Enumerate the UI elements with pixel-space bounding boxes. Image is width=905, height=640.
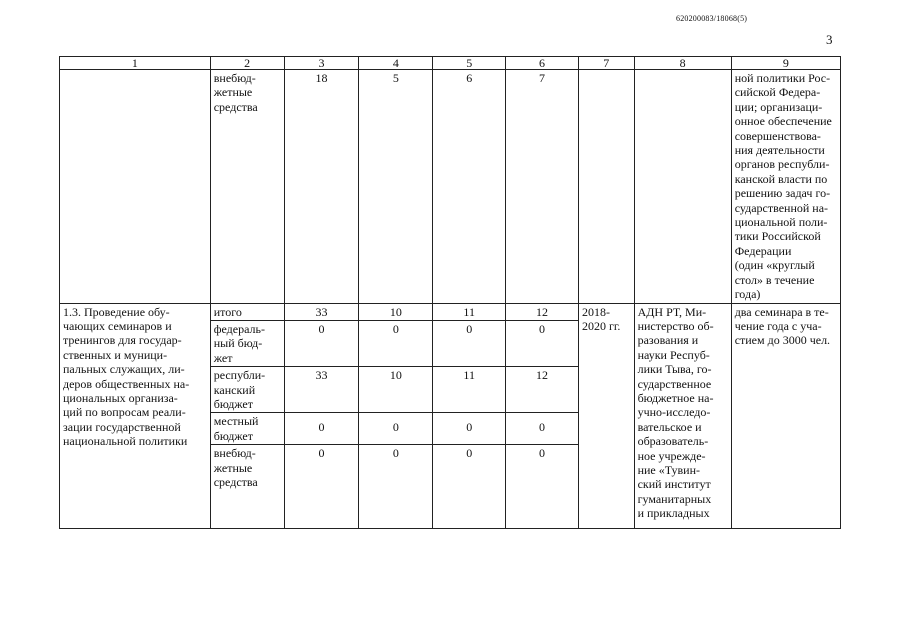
text-line: национальной политики	[63, 434, 188, 449]
text-line: два семинара в те-	[734, 304, 829, 319]
funding-source-cell	[210, 303, 284, 320]
value-2018: 10	[359, 367, 433, 413]
text-line: местный	[213, 414, 259, 429]
text-line: ственных и муници-	[63, 347, 168, 362]
document-id: 620200083/18068(5)	[676, 14, 748, 23]
text-line: онное обеспечение	[734, 114, 832, 129]
text-line: органов республи-	[734, 157, 830, 172]
text-line: гуманитарных	[637, 491, 712, 506]
value-2020: 0	[506, 445, 579, 529]
funding-source-cell	[210, 367, 284, 413]
text-line: циональной поли-	[734, 215, 828, 230]
value-total: 33	[284, 367, 359, 413]
result-cell	[731, 70, 840, 304]
text-line: ной политики Рос-	[734, 71, 831, 85]
value-2019: 11	[433, 303, 506, 320]
value-2020: 7	[506, 70, 579, 304]
text-line: АДН РТ, Ми-	[637, 304, 707, 319]
column-number: 2	[210, 57, 284, 70]
text-line: Федерации	[734, 243, 792, 258]
text-line: и прикладных	[637, 506, 710, 521]
text-line: бюджет	[213, 396, 254, 411]
text-line: вательское и	[637, 419, 702, 434]
text-line: ный бюд-	[213, 336, 263, 351]
text-line: лики Тыва, го-	[637, 362, 712, 377]
value-2018: 5	[359, 70, 433, 304]
text-line: жет	[213, 350, 233, 365]
funding-source-cell	[210, 70, 284, 304]
text-line: канский	[213, 382, 256, 397]
text-line: внебюд-	[213, 71, 256, 85]
value-2019: 0	[433, 413, 506, 445]
executor-cell	[634, 303, 731, 529]
column-number: 6	[506, 57, 579, 70]
text-line: тренингов для государ-	[63, 333, 182, 348]
value-total: 0	[284, 320, 359, 366]
text-line: сийской Федера-	[734, 85, 821, 100]
program-table	[59, 56, 841, 529]
value-total: 0	[284, 413, 359, 445]
text-line: канской власти по	[734, 171, 828, 186]
text-line: ное учрежде-	[637, 448, 706, 463]
text-line: тики Российской	[734, 229, 821, 244]
text-line: жетные	[213, 460, 253, 475]
column-number: 3	[284, 57, 359, 70]
text-line: жетные	[213, 85, 253, 100]
column-number-row	[60, 57, 841, 70]
text-line: учно-исследо-	[637, 405, 711, 420]
value-2020: 0	[506, 413, 579, 445]
text-line: года)	[734, 287, 761, 302]
text-line: республи-	[213, 368, 266, 383]
column-number: 9	[731, 57, 840, 70]
column-number: 7	[578, 57, 634, 70]
executor-cell-empty	[634, 70, 731, 304]
period-cell	[578, 303, 634, 529]
funding-source-cell	[210, 413, 284, 445]
value-total: 18	[284, 70, 359, 304]
value-2018: 10	[359, 303, 433, 320]
text-line: нистерство об-	[637, 318, 714, 333]
column-number: 8	[634, 57, 731, 70]
funding-source-cell	[210, 445, 284, 529]
text-line: сударственное	[637, 376, 712, 391]
result-cell	[731, 303, 840, 529]
continued-row	[60, 70, 841, 304]
text-line: 1.3. Проведение обу-	[63, 304, 170, 319]
text-line: деров общественных на-	[63, 376, 190, 391]
text-line: средства	[213, 99, 258, 114]
value-2018: 0	[359, 320, 433, 366]
text-line: образователь-	[637, 434, 709, 449]
text-line: стием до 3000 чел.	[734, 333, 831, 348]
text-line: совершенствова-	[734, 128, 821, 143]
value-total: 0	[284, 445, 359, 529]
period-cell-empty	[578, 70, 634, 304]
value-2020: 0	[506, 320, 579, 366]
text-line: бюджет	[213, 428, 254, 443]
text-line: разования и	[637, 333, 699, 348]
value-2019: 0	[433, 445, 506, 529]
value-total: 33	[284, 303, 359, 320]
text-line: ский институт	[637, 477, 711, 492]
text-line: федераль-	[213, 321, 265, 336]
text-line: пальных служащих, ли-	[63, 362, 185, 377]
text-line: 2020 гг.	[581, 318, 621, 333]
column-number: 5	[433, 57, 506, 70]
value-2019: 0	[433, 320, 506, 366]
text-line: ций по вопросам реали-	[63, 405, 186, 420]
value-2020: 12	[506, 367, 579, 413]
text-line: циональных организа-	[63, 390, 178, 405]
text-line: ния деятельности	[734, 143, 825, 158]
text-line: ние «Тувин-	[637, 462, 700, 477]
funding-row-total	[60, 303, 841, 320]
value-2019: 6	[433, 70, 506, 304]
text-line: решению задач го-	[734, 186, 831, 201]
text-line: внебюд-	[213, 446, 256, 461]
text-line: сударственной на-	[734, 200, 829, 215]
activity-cell-empty	[60, 70, 211, 304]
text-line: чение года с уча-	[734, 318, 822, 333]
value-2018: 0	[359, 445, 433, 529]
funding-source-cell	[210, 320, 284, 366]
text-line: бюджетное на-	[637, 390, 714, 405]
text-line: средства	[213, 474, 258, 489]
column-number: 1	[60, 57, 211, 70]
page-number: 3	[826, 32, 833, 47]
text-line: (один «круглый	[734, 258, 815, 273]
text-line: 2018-	[581, 304, 610, 319]
value-2018: 0	[359, 413, 433, 445]
column-number: 4	[359, 57, 433, 70]
text-line: науки Респуб-	[637, 347, 710, 362]
activity-title-cell	[60, 303, 211, 529]
text-line: зации государственной	[63, 419, 181, 434]
text-line: стол» в течение	[734, 272, 815, 287]
value-2020: 12	[506, 303, 579, 320]
text-line: ции; организаци-	[734, 99, 823, 114]
text-line: итого	[213, 304, 242, 319]
text-line: чающих семинаров и	[63, 318, 172, 333]
value-2019: 11	[433, 367, 506, 413]
